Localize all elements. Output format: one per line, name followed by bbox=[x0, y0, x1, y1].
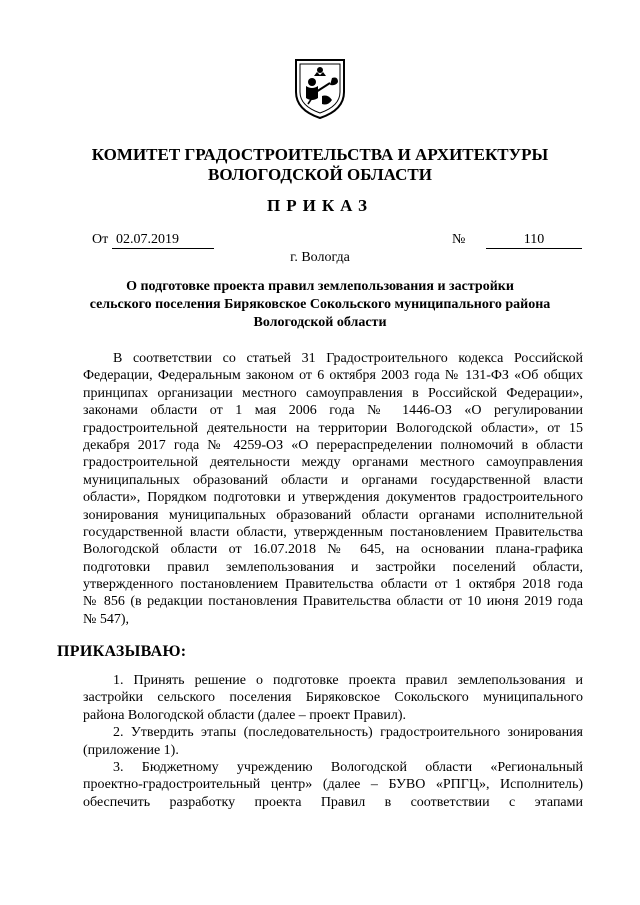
city-name: г. Вологда bbox=[290, 250, 350, 265]
coat-of-arms-icon bbox=[292, 56, 348, 120]
preamble-line: № 856 (в редакции постановления Правительства области от 10 июня 2019 года bbox=[83, 594, 583, 610]
item-line: (приложение 1). bbox=[83, 742, 179, 758]
item-line: застройки сельского поселения Биряковское Сокольского муниципального bbox=[83, 690, 583, 706]
preamble-line: подготовки правил землепользования и застройки поселений области, bbox=[83, 559, 583, 575]
preamble-line: утвержденного постановлением Правительства области от 1 октября 2018 года bbox=[83, 577, 583, 593]
document-type-title: ПРИКАЗ bbox=[267, 196, 373, 215]
organization-name-line2: ВОЛОГОДСКОЙ ОБЛАСТИ bbox=[208, 165, 432, 184]
item-line: 3. Бюджетному учреждению Вологодской области «Региональный bbox=[113, 759, 583, 775]
preamble-line: В соответствии со статьей 31 Градостроительного кодекса Российской bbox=[113, 351, 583, 366]
document-date: 02.07.2019 bbox=[112, 232, 214, 249]
document-number: 110 bbox=[486, 232, 582, 249]
item-line: проектно-градостроительный центр» (далее – БУВО «РПГЦ», Исполнитель) bbox=[83, 777, 583, 793]
preamble-line: Вологодской области от 16.07.2018 № 645, на основании плана-графика bbox=[83, 542, 583, 558]
preamble-line: Федерации, Федеральным законом от 6 октября 2003 года № 131-ФЗ «Об общих bbox=[83, 368, 583, 384]
preamble-line: области», Порядком подготовки и утверждения документов градостроительного bbox=[83, 490, 583, 506]
preamble-line: муниципальных образований области и органами государственной власти bbox=[83, 472, 583, 488]
item-line: 1. Принять решение о подготовке проекта правил землепользования и bbox=[113, 673, 583, 688]
subject-line: О подготовке проекта правил землепользования и застройки bbox=[126, 279, 514, 294]
preamble-line: градостроительной деятельности на территории Вологодской области», от 15 bbox=[83, 420, 583, 436]
date-label: От bbox=[92, 232, 109, 247]
decree-heading: ПРИКАЗЫВАЮ: bbox=[57, 643, 187, 660]
number-label: № bbox=[452, 232, 466, 247]
preamble-line: законами области от 1 мая 2006 года № 1446-ОЗ «О регулировании bbox=[83, 403, 583, 419]
item-line: 2. Утвердить этапы (последовательность) градостроительного зонирования bbox=[113, 725, 583, 741]
preamble-line: принципах организации местного самоуправления в Российской Федерации», bbox=[83, 385, 583, 401]
preamble-paragraph bbox=[83, 350, 583, 628]
preamble-line: № 547), bbox=[83, 611, 130, 627]
decree-items bbox=[83, 672, 583, 811]
organization-name-line1: КОМИТЕТ ГРАДОСТРОИТЕЛЬСТВА И АРХИТЕКТУРЫ bbox=[91, 145, 549, 164]
preamble-line: градостроительной деятельности между органами местного самоуправления bbox=[83, 455, 583, 471]
subject-line: Вологодской области bbox=[253, 315, 387, 330]
subject-line: сельского поселения Биряковское Сокольского муниципального района bbox=[89, 297, 551, 312]
item-line: района Вологодской области (далее – проект Правил). bbox=[83, 707, 406, 723]
item-line: обеспечить разработку проекта Правил в соответствии с этапами bbox=[83, 794, 583, 810]
preamble-line: декабря 2017 года № 4259-ОЗ «О перераспределении полномочий в области bbox=[83, 437, 583, 453]
preamble-line: зонирования муниципальных образований области органами исполнительной bbox=[83, 507, 583, 523]
preamble-line: государственной власти области, утвержденным постановлением Правительства bbox=[83, 524, 583, 540]
document-subject bbox=[60, 278, 580, 332]
